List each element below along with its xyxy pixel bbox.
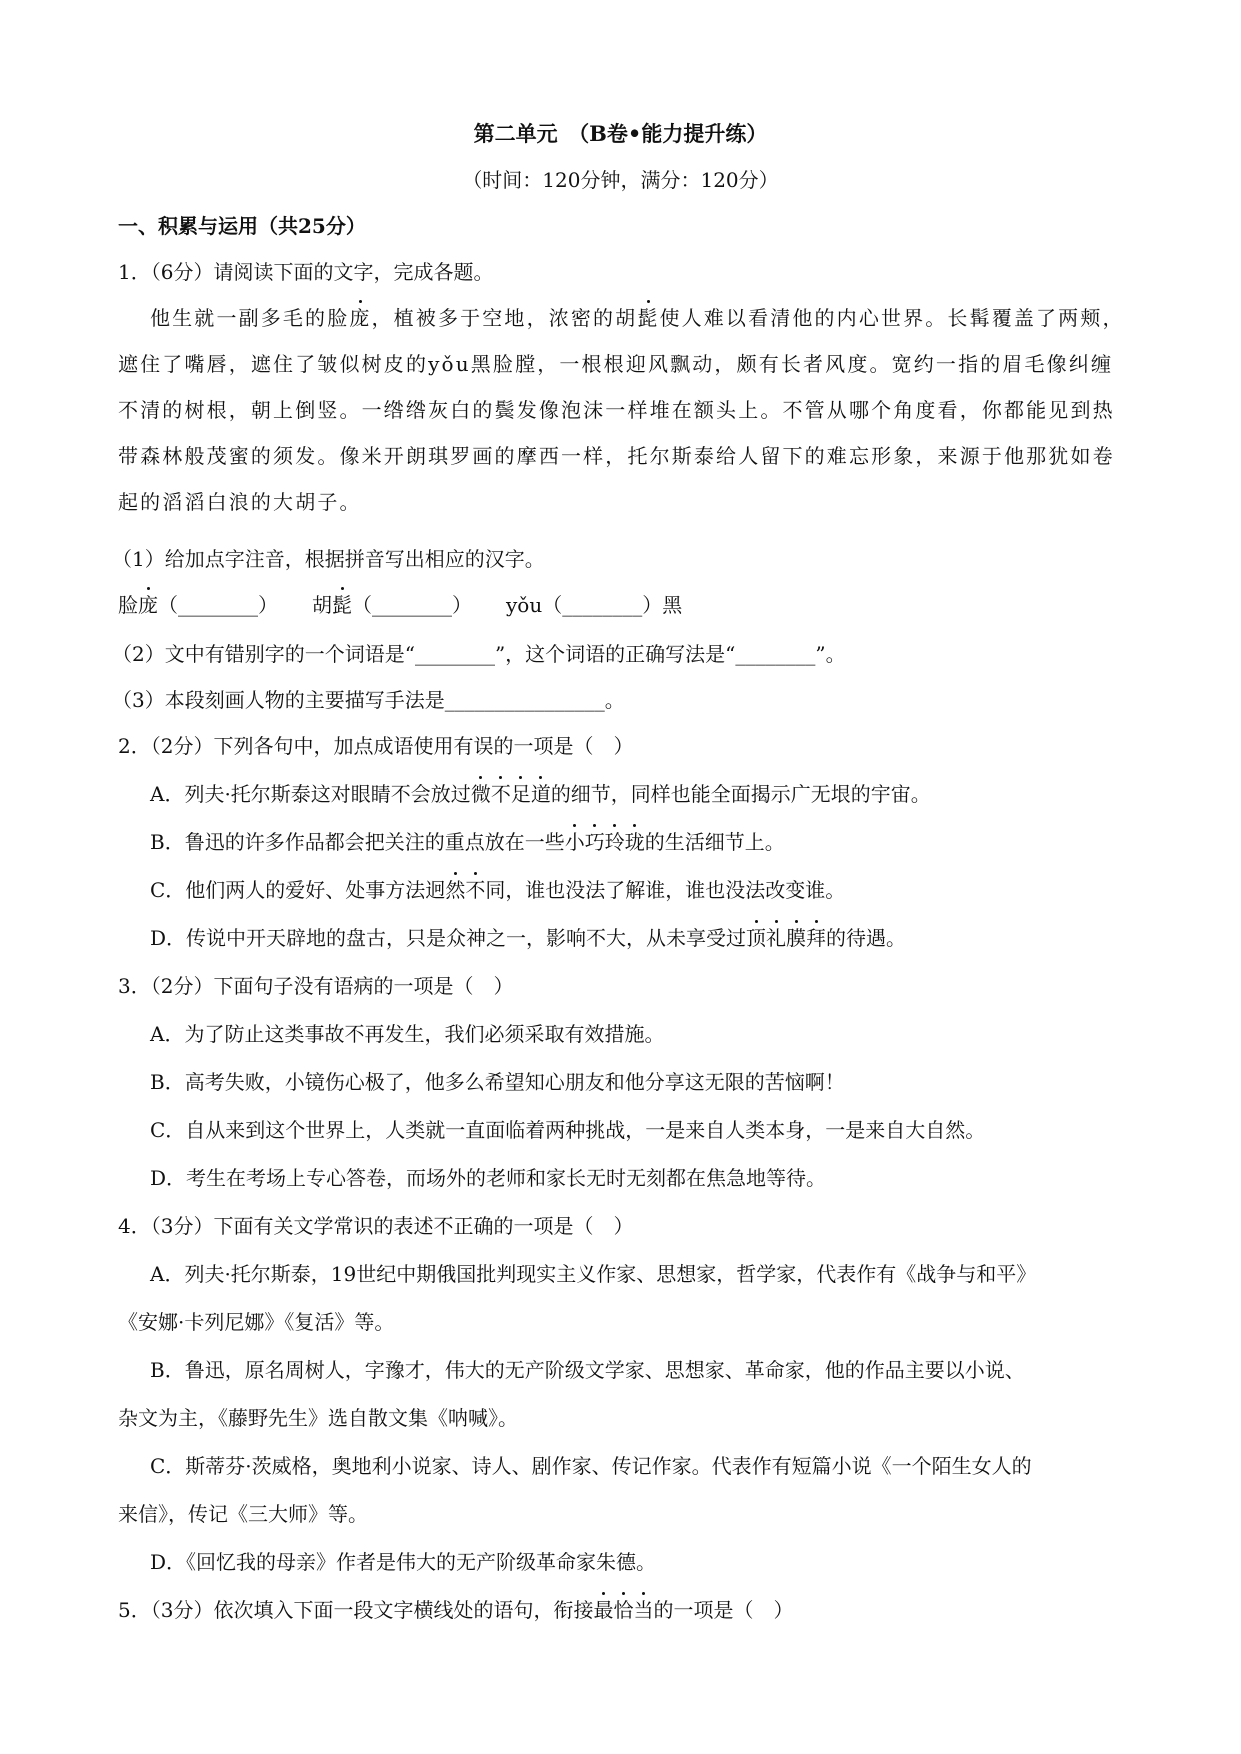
- q1-sub1: （1）给加点字注音，根据拼音写出相应的汉字。: [112, 547, 545, 571]
- q1-passage-line-5: 起的滔滔白浪的大胡子。: [118, 490, 362, 514]
- q2-stem: 2．（2分）下列各句中，加点成语使用有误的一项是（ ）: [118, 734, 634, 758]
- q2-option-d[interactable]: D．传说中开天辟地的盘古，只是众神之一，影响不大，从未享受过顶礼膜拜的待遇。: [150, 926, 907, 950]
- q4-option-b[interactable]: B．鲁迅，原名周树人，字豫才，伟大的无产阶级文学家、思想家、革命家，他的作品主要以小说、: [150, 1358, 1025, 1382]
- q1-sub3: （3）本段刻画人物的主要描写手法是________________。: [112, 688, 625, 712]
- q3-option-b[interactable]: B．高考失败，小镜伤心极了，他多么希望知心朋友和他分享这无限的苦恼啊！: [150, 1070, 845, 1094]
- answer-blank-1[interactable]: （________）: [158, 593, 278, 617]
- q4-option-c[interactable]: C．斯蒂芬·茨威格，奥地利小说家、诗人、剧作家、传记作家。代表作有短篇小说《一个陌生女人的: [150, 1454, 1032, 1478]
- page-subtitle: （时间：120分钟，满分：120分）: [462, 168, 779, 192]
- emphasis-dot-char: 庞: [138, 593, 158, 617]
- q1-passage-line-3: 不清的树根，朝上倒竖。一绺绺灰白的鬓发像泡沫一样堆在额头上。不管从哪个角度看，你都能见到热: [118, 398, 1115, 422]
- q3-option-c[interactable]: C．自从来到这个世界上，人类就一直面临着两种挑战，一是来自人类本身，一是来自大自然。: [150, 1118, 986, 1142]
- q2-option-b[interactable]: B．鲁迅的许多作品都会把关注的重点放在一些小巧玲珑的生活细节上。: [150, 830, 785, 854]
- answer-blank-3[interactable]: （________）黑: [542, 593, 683, 617]
- q5-stem: 5．（3分）依次填入下面一段文字横线处的语句，衔接最恰当的一项是（ ）: [118, 1598, 794, 1622]
- q1-blanks-row: 脸庞（________） 胡髭（________） yǒu（________）黑: [118, 593, 683, 617]
- section-heading: 一、积累与运用（共25分）: [118, 214, 366, 238]
- q2-option-c[interactable]: C．他们两人的爱好、处事方法迥然不同，谁也没法了解谁，谁也没法改变谁。: [150, 878, 846, 902]
- q4-option-b-cont: 杂文为主，《藤野先生》选自散文集《呐喊》。: [118, 1406, 518, 1430]
- emphasis-dot-char: 髭: [332, 593, 352, 617]
- q3-option-d[interactable]: D．考生在考场上专心答卷，而场外的老师和家长无时无刻都在焦急地等待。: [150, 1166, 827, 1190]
- dotted-idiom: 微不足道: [470, 782, 551, 806]
- emphasis-dot-char: 髭: [637, 306, 660, 330]
- q1-passage-line-2: 遮住了嘴唇，遮住了皱似树皮的yǒu黑脸膛，一根根迎风飘动，颇有长者风度。宽约一指的眉毛像纠缠: [118, 352, 1114, 376]
- q4-option-a-cont: 《安娜·卡列尼娜》《复活》等。: [118, 1310, 395, 1334]
- q2-option-a[interactable]: A．列夫·托尔斯泰这对眼睛不会放过微不足道的细节，同样也能全面揭示广无垠的宇宙。: [150, 782, 931, 806]
- emphasis-dot-char: 庞: [349, 306, 372, 330]
- q1-passage-line-4: 带森林般茂蜜的须发。像米开朗琪罗画的摩西一样，托尔斯泰给人留下的难忘形象，来源于他那犹如卷: [118, 444, 1115, 468]
- q4-stem: 4．（3分）下面有关文学常识的表述不正确的一项是（ ）: [118, 1214, 634, 1238]
- q1-sub2: （2）文中有错别字的一个词语是“________”，这个词语的正确写法是“________”。: [112, 642, 846, 666]
- q1-passage-line-1: 他生就一副多毛的脸庞，植被多于空地，浓密的胡髭使人难以看清他的内心世界。长髯覆盖了两颊，: [150, 306, 1125, 330]
- q4-option-c-cont: 来信》，传记《三大师》等。: [118, 1502, 368, 1526]
- q4-option-d[interactable]: D．《回忆我的母亲》作者是伟大的无产阶级革命家朱德。: [150, 1550, 657, 1574]
- q3-option-a[interactable]: A．为了防止这类事故不再发生，我们必须采取有效措施。: [150, 1022, 665, 1046]
- q4-option-a[interactable]: A．列夫·托尔斯泰，19世纪中期俄国批判现实主义作家、思想家，哲学家，代表作有《战争与和平》: [150, 1262, 1037, 1286]
- dotted-phrase: 最恰当: [593, 1598, 654, 1622]
- dotted-idiom: 然不同: [445, 878, 506, 902]
- q3-stem: 3．（2分）下面句子没有语病的一项是（ ）: [118, 974, 514, 998]
- answer-blank-2[interactable]: （________）: [352, 593, 472, 617]
- q1-stem: 1．（6分）请阅读下面的文字，完成各题。: [118, 260, 494, 284]
- dotted-idiom: 顶礼膜拜: [746, 926, 827, 950]
- dotted-idiom: 小巧玲珑: [564, 830, 645, 854]
- page-title: 第二单元 （B卷•能力提升练）: [473, 121, 768, 146]
